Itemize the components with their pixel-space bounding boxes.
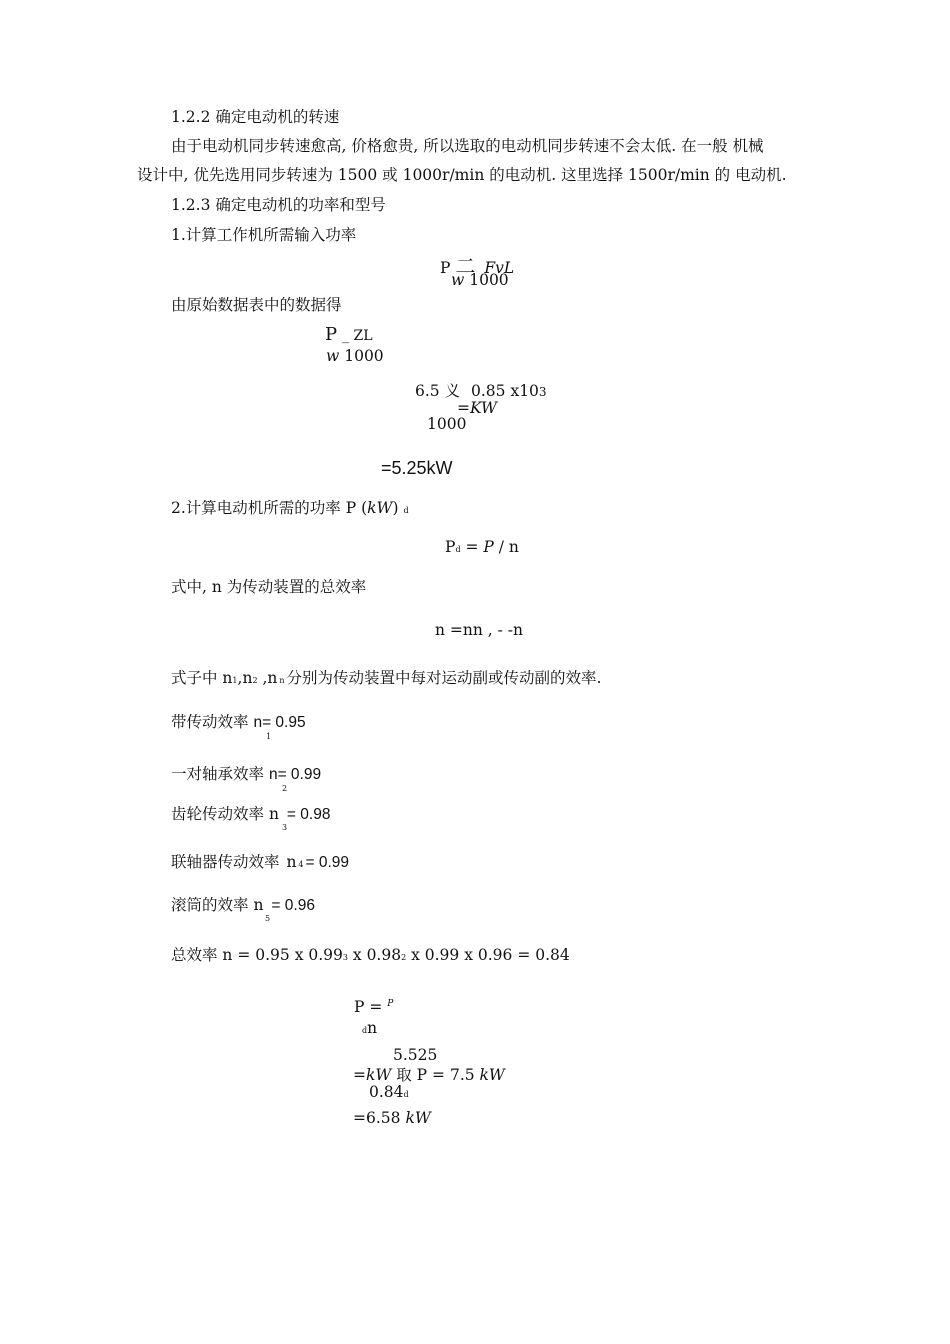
total-efficiency-text: 总效率 n = 0.95 x 0.99 bbox=[171, 946, 343, 964]
formula-pd-denominator bbox=[362, 1021, 377, 1037]
efficiency-label: 联轴器传动效率 bbox=[171, 853, 285, 871]
formula-symbol: P bbox=[440, 259, 451, 277]
data-intro-text: 由原始数据表中的数据得 bbox=[171, 296, 342, 314]
efficiency-description bbox=[171, 671, 601, 687]
formula-selection bbox=[353, 1068, 505, 1084]
formula-subscript: d bbox=[362, 1026, 368, 1035]
total-efficiency-text: x 0.98 bbox=[347, 946, 402, 964]
formula-pd bbox=[445, 540, 519, 556]
formula-symbol: P = bbox=[354, 998, 383, 1016]
formula-power-denominator bbox=[451, 273, 509, 289]
formula-symbol: FvL bbox=[484, 259, 515, 277]
formula-symbol: 1000 bbox=[344, 347, 384, 365]
section-1-2-2-heading: 1.2.2 确定电动机的转速 bbox=[171, 108, 340, 126]
efficiency-label: 齿轮传动效率 bbox=[171, 805, 269, 823]
formula-symbol: n bbox=[268, 766, 278, 783]
formula-symbol: P bbox=[483, 538, 494, 556]
efficiency-label: 带传动效率 bbox=[171, 713, 254, 731]
formula-symbol: ) bbox=[392, 499, 399, 517]
formula-symbol: 1000 bbox=[469, 271, 509, 289]
efficiency-value: = 0.96 bbox=[271, 897, 315, 914]
formula-symbol: n bbox=[286, 853, 297, 871]
paragraph-line: 设计中, 优先选用同步转速为 1500 或 1000r/min 的电动机. 这里选择 1500r/min 的 电动机. bbox=[137, 166, 787, 184]
formula-subscript: 2 bbox=[252, 676, 258, 685]
formula-calc-unit: =KW bbox=[457, 399, 497, 417]
formula-symbol: 3 bbox=[538, 385, 547, 399]
formula-power-denominator bbox=[326, 349, 384, 365]
formula-subscript: 2 bbox=[282, 784, 288, 793]
formula-calc-numerator bbox=[415, 384, 547, 400]
formula-symbol: P bbox=[387, 999, 394, 1009]
total-efficiency-text: x 0.99 x 0.96 = 0.84 bbox=[406, 946, 570, 964]
total-efficiency bbox=[171, 948, 570, 964]
formula-symbol: w bbox=[326, 347, 340, 365]
formula-symbol: P bbox=[325, 324, 338, 345]
efficiency-label: 一对轴承效率 bbox=[171, 765, 269, 783]
formula-symbol: 二 bbox=[455, 254, 476, 278]
formula-symbol: 0.84 bbox=[369, 1083, 404, 1101]
efficiency-value: = 0.95 bbox=[262, 714, 306, 731]
formula-symbol: P bbox=[445, 538, 456, 556]
formula-exponent: 3 bbox=[342, 953, 348, 962]
formula-subscript: 3 bbox=[282, 823, 288, 832]
formula-result: =5.25kW bbox=[381, 458, 453, 478]
efficiency-product-formula: n =nn , - -n bbox=[435, 621, 524, 639]
formula-symbol: kW bbox=[405, 1109, 431, 1127]
efficiency-description-text: ,n bbox=[237, 669, 253, 687]
formula-symbol: n bbox=[367, 1019, 378, 1037]
formula-denominator bbox=[369, 1085, 409, 1101]
formula-exponent: 2 bbox=[401, 953, 407, 962]
formula-symbol: w bbox=[451, 271, 465, 289]
efficiency-description-text: ,n bbox=[257, 669, 278, 687]
formula-numerator: 5.525 bbox=[393, 1046, 438, 1064]
formula-subscript: 5 bbox=[265, 914, 271, 923]
efficiency-belt bbox=[171, 715, 306, 731]
formula-subscript: d bbox=[403, 1090, 409, 1099]
section-1-2-3-heading: 1.2.3 确定电动机的功率和型号 bbox=[171, 196, 386, 214]
formula-subscript: d bbox=[403, 506, 409, 515]
efficiency-drum bbox=[171, 898, 315, 914]
efficiency-value: = 0.98 bbox=[286, 806, 331, 823]
formula-subscript: 4 bbox=[298, 860, 304, 869]
formula-symbol: kW bbox=[367, 499, 393, 517]
formula-subscript: n bbox=[279, 676, 285, 685]
formula-pd-result bbox=[354, 1000, 393, 1016]
item-2-text bbox=[171, 501, 409, 517]
efficiency-gear bbox=[171, 807, 330, 823]
formula-subscript: 1 bbox=[266, 732, 272, 741]
formula-symbol: 取 P = 7.5 bbox=[391, 1066, 480, 1084]
formula-symbol: n bbox=[253, 714, 263, 731]
efficiency-coupling bbox=[171, 855, 349, 871]
formula-calc-denominator: 1000 bbox=[427, 415, 467, 433]
efficiency-value: = 0.99 bbox=[277, 766, 322, 783]
formula-symbol: kW bbox=[366, 1066, 392, 1084]
efficiency-value: = 0.99 bbox=[305, 854, 350, 871]
efficiency-intro: 式中, n 为传动装置的总效率 bbox=[171, 578, 367, 596]
formula-final-result bbox=[353, 1111, 431, 1127]
formula-symbol: 0.85 x10 bbox=[471, 382, 539, 400]
formula-symbol: 6.5 义 bbox=[415, 382, 461, 400]
efficiency-description-text: 式子中 n bbox=[171, 669, 233, 687]
formula-symbol: =6.58 bbox=[353, 1109, 406, 1127]
item-2-label: 2.计算电动机所需的功率 P ( bbox=[171, 499, 368, 517]
formula-symbol: / n bbox=[493, 538, 519, 556]
formula-subscript: 1 bbox=[232, 676, 238, 685]
formula-power-numerator bbox=[325, 326, 373, 344]
formula-symbol: kW bbox=[479, 1066, 505, 1084]
formula-symbol: n bbox=[268, 805, 279, 823]
item-1-text: 1.计算工作机所需输入功率 bbox=[171, 226, 357, 244]
efficiency-label: 滚筒的效率 bbox=[171, 896, 254, 914]
formula-symbol: = bbox=[353, 1066, 366, 1084]
formula-subscript: d bbox=[455, 545, 461, 554]
paragraph-line: 由于电动机同步转速愈高, 价格愈贵, 所以选取的电动机同步转速不会太低. 在一般 机械 bbox=[171, 137, 764, 155]
formula-symbol: _ ZL bbox=[342, 328, 373, 344]
formula-symbol: = bbox=[460, 538, 484, 556]
efficiency-bearing bbox=[171, 767, 321, 783]
formula-symbol: n bbox=[253, 896, 264, 914]
efficiency-description-text: 分别为传动装置中每对运动副或传动副的效率. bbox=[286, 669, 602, 687]
